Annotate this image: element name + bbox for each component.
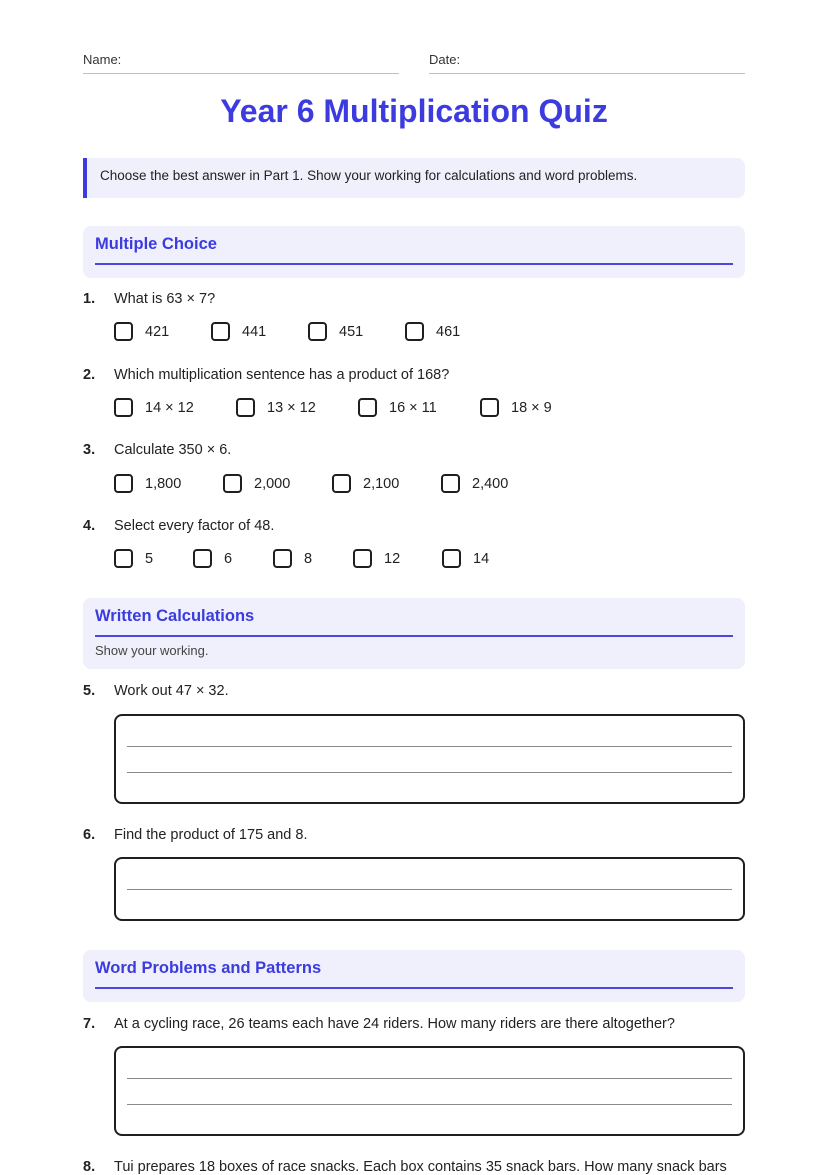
option-label: 421 — [145, 323, 170, 340]
option-label: 8 — [304, 550, 313, 567]
option-choice[interactable] — [223, 474, 290, 493]
question-number: 5. — [83, 683, 96, 699]
answer-box[interactable] — [114, 857, 745, 921]
question-text: What is 63 × 7? — [114, 291, 216, 307]
option-label: 1,800 — [145, 475, 182, 492]
option-label: 2,400 — [472, 475, 509, 492]
question-text: Select every factor of 48. — [114, 518, 275, 534]
checkbox[interactable] — [211, 322, 230, 341]
checkbox[interactable] — [114, 474, 133, 493]
option-choice[interactable] — [353, 549, 400, 568]
page-title: Year 6 Multiplication Quiz — [220, 93, 608, 129]
option-choice[interactable] — [332, 474, 399, 493]
checkbox[interactable] — [353, 549, 372, 568]
question-text: Work out 47 × 32. — [114, 683, 229, 699]
checkbox[interactable] — [273, 549, 292, 568]
option-label: 461 — [436, 323, 461, 340]
answer-box[interactable] — [114, 1046, 745, 1136]
section-subtitle: Show your working. — [95, 643, 209, 658]
section-title: Word Problems and Patterns — [95, 950, 733, 989]
name-label: Name: — [83, 52, 122, 67]
option-choice[interactable] — [358, 398, 437, 417]
option-choice[interactable] — [114, 398, 194, 417]
option-choice[interactable] — [441, 474, 508, 493]
section-title: Multiple Choice — [95, 226, 733, 265]
question-number: 4. — [83, 518, 96, 534]
checkbox[interactable] — [332, 474, 351, 493]
section-title: Written Calculations — [95, 598, 733, 637]
question-number: 6. — [83, 827, 96, 843]
instructions-text: Choose the best answer in Part 1. Show your working for calculations and word problems. — [100, 168, 638, 183]
option-choice[interactable] — [405, 322, 460, 341]
date-label: Date: — [429, 52, 461, 67]
option-choice[interactable] — [273, 549, 312, 568]
checkbox[interactable] — [358, 398, 377, 417]
checkbox[interactable] — [236, 398, 255, 417]
question-text: Tui prepares 18 boxes of race snacks. Each box contains 35 snack bars. How many snack bars — [114, 1159, 727, 1175]
option-label: 13 × 12 — [267, 399, 316, 416]
answer-line — [127, 889, 732, 890]
option-label: 14 — [473, 550, 490, 567]
option-choice[interactable] — [114, 474, 181, 493]
checkbox[interactable] — [223, 474, 242, 493]
option-label: 5 — [145, 550, 154, 567]
option-choice[interactable] — [114, 322, 169, 341]
option-choice[interactable] — [193, 549, 232, 568]
checkbox[interactable] — [441, 474, 460, 493]
question-number: 8. — [83, 1159, 96, 1175]
date-field[interactable] — [429, 52, 745, 74]
checkbox[interactable] — [308, 322, 327, 341]
option-choice[interactable] — [308, 322, 363, 341]
option-choice[interactable] — [211, 322, 266, 341]
checkbox[interactable] — [193, 549, 212, 568]
question-text: At a cycling race, 26 teams each have 24 riders. How many riders are there altogether? — [114, 1016, 675, 1032]
name-field[interactable] — [83, 52, 399, 74]
question-text: Which multiplication sentence has a product of 168? — [114, 367, 450, 383]
section-word-problems — [83, 950, 745, 1002]
option-choice[interactable] — [236, 398, 316, 417]
checkbox[interactable] — [114, 398, 133, 417]
question-number: 1. — [83, 291, 96, 307]
option-label: 6 — [224, 550, 233, 567]
option-label: 12 — [384, 550, 401, 567]
checkbox[interactable] — [114, 322, 133, 341]
section-written-calculations — [83, 598, 745, 669]
answer-line — [127, 772, 732, 773]
checkbox[interactable] — [442, 549, 461, 568]
option-label: 2,100 — [363, 475, 400, 492]
option-label: 14 × 12 — [145, 399, 194, 416]
instructions-box — [83, 158, 745, 198]
answer-line — [127, 746, 732, 747]
option-label: 441 — [242, 323, 267, 340]
question-text: Find the product of 175 and 8. — [114, 827, 308, 843]
option-choice[interactable] — [114, 549, 153, 568]
option-label: 451 — [339, 323, 364, 340]
question-number: 3. — [83, 442, 96, 458]
question-number: 7. — [83, 1016, 96, 1032]
section-multiple-choice — [83, 226, 745, 278]
question-number: 2. — [83, 367, 96, 383]
answer-box[interactable] — [114, 714, 745, 804]
option-label: 16 × 11 — [389, 399, 437, 416]
checkbox[interactable] — [480, 398, 499, 417]
option-label: 2,000 — [254, 475, 291, 492]
checkbox[interactable] — [114, 549, 133, 568]
option-choice[interactable] — [442, 549, 489, 568]
checkbox[interactable] — [405, 322, 424, 341]
answer-line — [127, 1104, 732, 1105]
option-choice[interactable] — [480, 398, 552, 417]
question-text: Calculate 350 × 6. — [114, 442, 232, 458]
answer-line — [127, 1078, 732, 1079]
option-label: 18 × 9 — [511, 399, 552, 416]
